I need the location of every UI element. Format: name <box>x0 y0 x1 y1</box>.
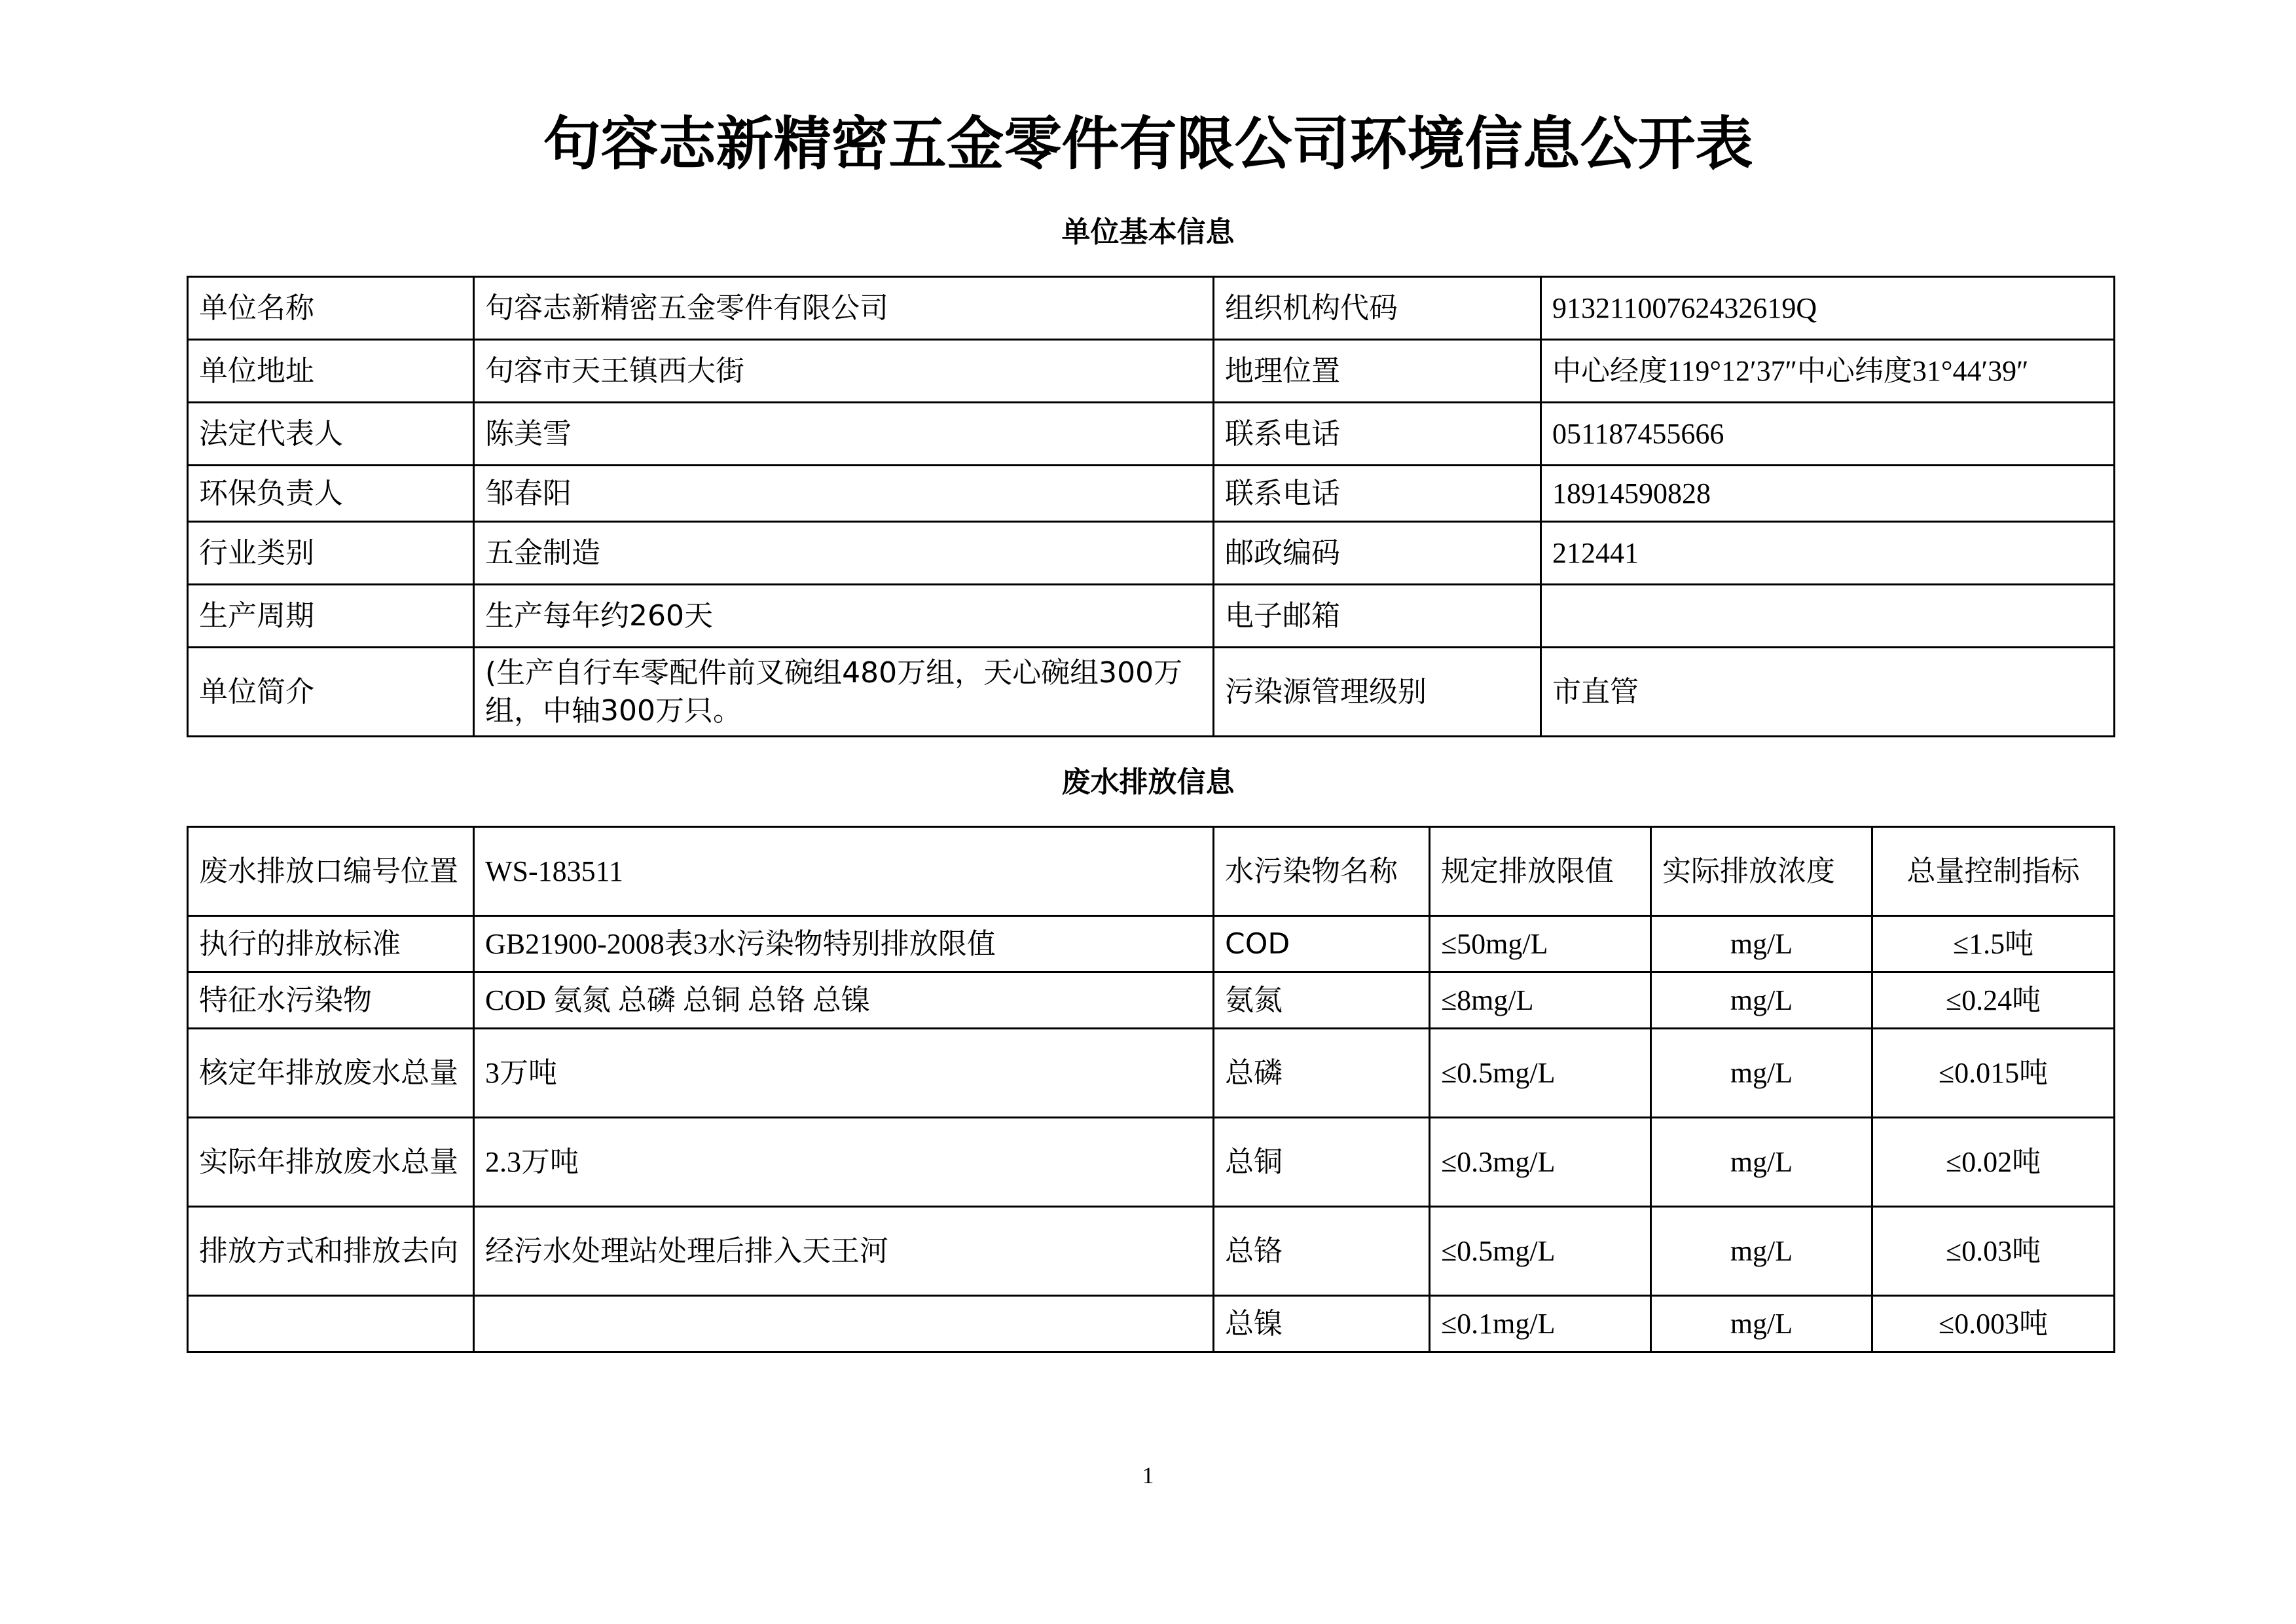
wastewater-total-cell: ≤0.003吨 <box>1872 1296 2115 1352</box>
basic-label-cell: 单位名称 <box>188 277 474 340</box>
wastewater-value-cell: 2.3万吨 <box>474 1118 1214 1207</box>
basic-label-cell: 电子邮箱 <box>1214 585 1541 648</box>
wastewater-total-cell: ≤0.02吨 <box>1872 1118 2115 1207</box>
pollutant-column-header: 水污染物名称 <box>1214 827 1430 916</box>
table-row <box>188 1029 2115 1118</box>
table-row <box>188 466 2115 522</box>
wastewater-actual-cell: mg/L <box>1651 972 1872 1029</box>
basic-value-cell: (生产自行车零配件前叉碗组480万组，天心碗组300万组，中轴300万只。 <box>474 648 1214 737</box>
wastewater-limit-cell: ≤8mg/L <box>1430 972 1651 1029</box>
wastewater-limit-cell: ≤50mg/L <box>1430 916 1651 972</box>
wastewater-section-title: 废水排放信息 <box>1061 766 1235 799</box>
limit-column-header: 规定排放限值 <box>1430 827 1651 916</box>
wastewater-limit-cell: ≤0.3mg/L <box>1430 1118 1651 1207</box>
basic-label-cell: 行业类别 <box>188 522 474 585</box>
wastewater-value-cell <box>474 1296 1214 1352</box>
table-row <box>188 916 2115 972</box>
basic-value-cell: 陈美雪 <box>474 403 1214 466</box>
wastewater-limit-cell: ≤0.5mg/L <box>1430 1029 1651 1118</box>
basic-value-cell: 句容市天王镇西大街 <box>474 340 1214 403</box>
wastewater-limit-cell: ≤0.5mg/L <box>1430 1207 1651 1296</box>
basic-value-cell: 051187455666 <box>1541 403 2115 466</box>
wastewater-actual-cell: mg/L <box>1651 1029 1872 1118</box>
table-row <box>188 403 2115 466</box>
table-row <box>188 1296 2115 1352</box>
wastewater-pollutant-cell: 总镍 <box>1214 1296 1430 1352</box>
basic-label-cell: 污染源管理级别 <box>1214 648 1541 737</box>
wastewater-label-cell <box>188 1296 474 1352</box>
table-row <box>188 827 2115 916</box>
basic-value-cell: 中心经度119°12′37″中心纬度31°44′39″ <box>1541 340 2115 403</box>
wastewater-label-cell: 核定年排放废水总量 <box>188 1029 474 1118</box>
wastewater-label-cell: 执行的排放标准 <box>188 916 474 972</box>
wastewater-label-cell: 排放方式和排放去向 <box>188 1207 474 1296</box>
wastewater-value-cell: 3万吨 <box>474 1029 1214 1118</box>
basic-label-cell: 法定代表人 <box>188 403 474 466</box>
wastewater-total-cell: ≤0.03吨 <box>1872 1207 2115 1296</box>
basic-label-cell: 地理位置 <box>1214 340 1541 403</box>
wastewater-total-cell: ≤0.24吨 <box>1872 972 2115 1029</box>
table-row <box>188 1118 2115 1207</box>
wastewater-pollutant-cell: COD <box>1214 916 1430 972</box>
wastewater-limit-cell: ≤0.1mg/L <box>1430 1296 1651 1352</box>
basic-label-cell: 组织机构代码 <box>1214 277 1541 340</box>
basic-label-cell: 邮政编码 <box>1214 522 1541 585</box>
basic-value-cell: 212441 <box>1541 522 2115 585</box>
basic-label-cell: 单位简介 <box>188 648 474 737</box>
basic-info-section-title: 单位基本信息 <box>1061 215 1235 249</box>
basic-value-cell: 邹春阳 <box>474 466 1214 522</box>
wastewater-actual-cell: mg/L <box>1651 1118 1872 1207</box>
wastewater-pollutant-cell: 总磷 <box>1214 1029 1430 1118</box>
wastewater-label-cell: 实际年排放废水总量 <box>188 1118 474 1207</box>
basic-value-cell: 句容志新精密五金零件有限公司 <box>474 277 1214 340</box>
wastewater-actual-cell: mg/L <box>1651 1296 1872 1352</box>
wastewater-label-cell: 特征水污染物 <box>188 972 474 1029</box>
wastewater-value-cell: 经污水处理站处理后排入天王河 <box>474 1207 1214 1296</box>
actual-column-header: 实际排放浓度 <box>1651 827 1872 916</box>
outlet-label-cell: 废水排放口编号位置 <box>188 827 474 916</box>
wastewater-table <box>187 826 2115 1353</box>
basic-value-cell: 91321100762432619Q <box>1541 277 2115 340</box>
basic-value-cell: 市直管 <box>1541 648 2115 737</box>
basic-value-cell <box>1541 585 2115 648</box>
wastewater-pollutant-cell: 总铬 <box>1214 1207 1430 1296</box>
table-row <box>188 340 2115 403</box>
wastewater-actual-cell: mg/L <box>1651 1207 1872 1296</box>
wastewater-pollutant-cell: 总铜 <box>1214 1118 1430 1207</box>
table-row <box>188 522 2115 585</box>
basic-label-cell: 联系电话 <box>1214 466 1541 522</box>
basic-label-cell: 环保负责人 <box>188 466 474 522</box>
table-row <box>188 972 2115 1029</box>
basic-label-cell: 单位地址 <box>188 340 474 403</box>
basic-value-cell: 生产每年约260天 <box>474 585 1214 648</box>
table-row <box>188 648 2115 737</box>
page-number: 1 <box>1142 1462 1154 1488</box>
table-row <box>188 585 2115 648</box>
basic-info-table <box>187 276 2115 737</box>
wastewater-value-cell: COD 氨氮 总磷 总铜 总铬 总镍 <box>474 972 1214 1029</box>
outlet-value-cell: WS-183511 <box>474 827 1214 916</box>
wastewater-value-cell: GB21900-2008表3水污染物特别排放限值 <box>474 916 1214 972</box>
wastewater-total-cell: ≤1.5吨 <box>1872 916 2115 972</box>
total-column-header: 总量控制指标 <box>1872 827 2115 916</box>
wastewater-actual-cell: mg/L <box>1651 916 1872 972</box>
basic-value-cell: 五金制造 <box>474 522 1214 585</box>
wastewater-total-cell: ≤0.015吨 <box>1872 1029 2115 1118</box>
basic-value-cell: 18914590828 <box>1541 466 2115 522</box>
page-title: 句容志新精密五金零件有限公司环境信息公开表 <box>543 110 1753 177</box>
table-row <box>188 277 2115 340</box>
wastewater-pollutant-cell: 氨氮 <box>1214 972 1430 1029</box>
basic-label-cell: 联系电话 <box>1214 403 1541 466</box>
table-row <box>188 1207 2115 1296</box>
basic-label-cell: 生产周期 <box>188 585 474 648</box>
